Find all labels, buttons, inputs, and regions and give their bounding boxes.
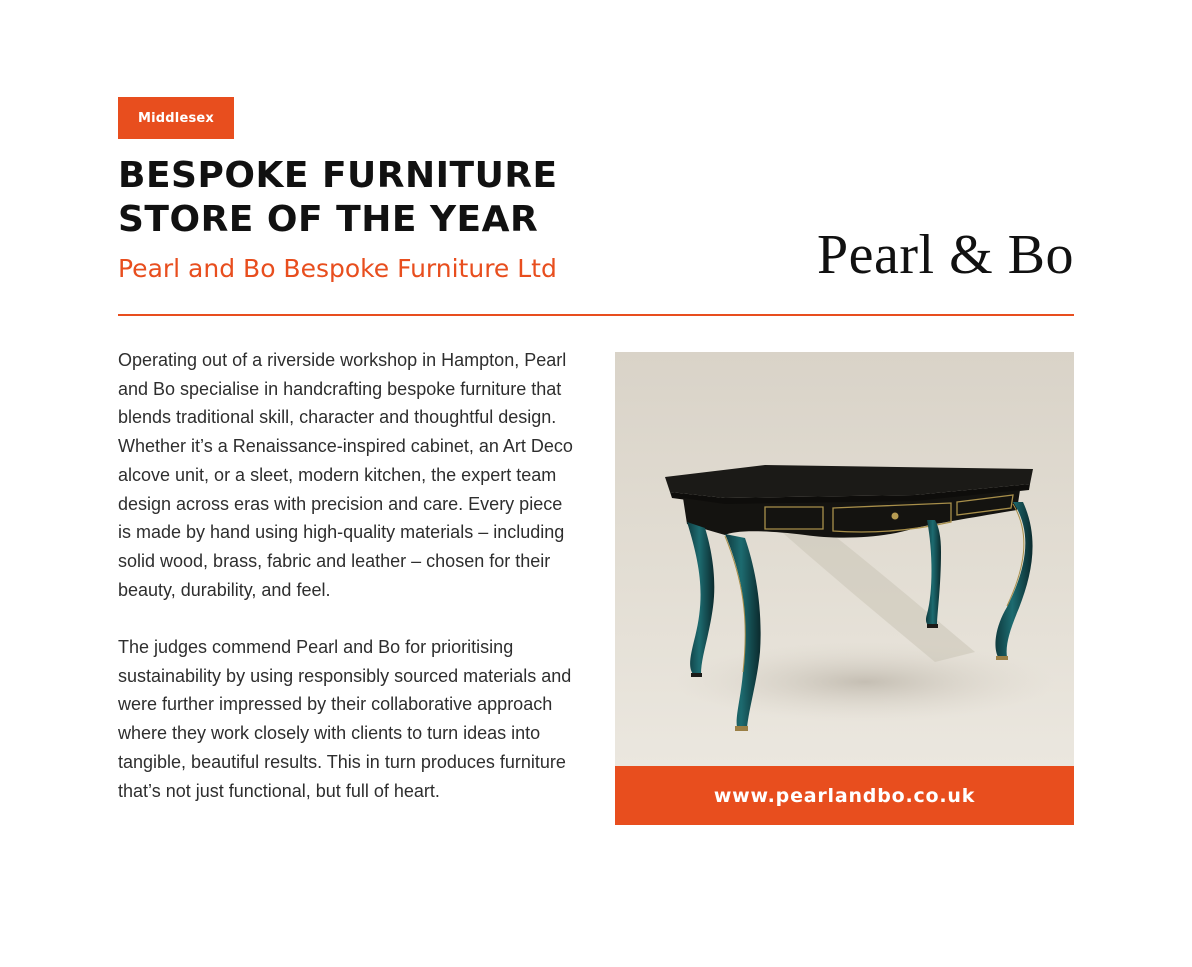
product-photo [615, 352, 1074, 766]
paragraph-2: The judges commend Pearl and Bo for prioritising sustainability by using responsibly sourced materials and were further impressed by their collaborative approach where they work closely with clients to turn ideas into tangible, beautiful results. This in turn produces furniture that’s not just functional, but full of heart. [118, 637, 572, 801]
paragraph-1: Operating out of a riverside workshop in Hampton, Pearl and Bo specialise in handcrafting bespoke furniture that blends traditional skill, character and thoughtful design. Whether it’s a Renaissance-inspired cabinet, an Art Deco alcove unit, or a sleet, modern kitchen, the expert team design across eras with precision and care. Every piece is made by hand using high-quality materials – including solid wood, brass, fabric and leather – chosen for their beauty, durability, and feel. [118, 350, 573, 600]
region-tag: Middlesex [118, 97, 234, 139]
website-link[interactable]: www.pearlandbo.co.uk [615, 766, 1074, 825]
company-name: Pearl and Bo Bespoke Furniture Ltd [118, 254, 557, 283]
divider [118, 314, 1074, 316]
company-logo: Pearl & Bo [817, 224, 1074, 286]
award-title [118, 154, 638, 242]
console-table-image [615, 352, 1074, 766]
article-body [118, 346, 580, 834]
award-title-line-2: STORE OF THE YEAR [118, 199, 539, 240]
award-title-line-1: BESPOKE FURNITURE [118, 155, 558, 196]
